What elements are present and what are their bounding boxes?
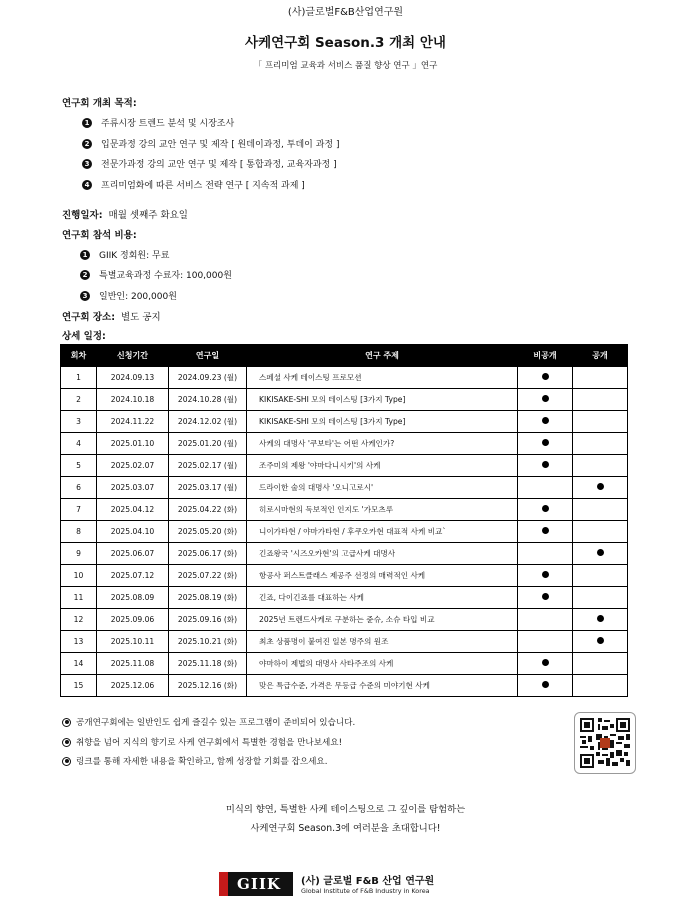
cell-no: 13 — [61, 631, 97, 653]
cell-topic: 최초 상품명이 붙여진 일본 명주의 원조 — [247, 631, 518, 653]
cell-no: 2 — [61, 389, 97, 411]
cell-topic: KIKISAKE-SHI 모의 테이스팅 [3가지 Type] — [247, 389, 518, 411]
col-header-public: 공개 — [573, 345, 628, 367]
footer-org-english: Global Institute of F&B Industry in Korea — [301, 887, 430, 895]
check-dot-icon — [542, 681, 549, 688]
col-header-private: 비공개 — [518, 345, 573, 367]
cell-date: 2025.12.16 (화) — [169, 675, 247, 697]
check-dot-icon — [597, 549, 604, 556]
table-row — [61, 411, 628, 433]
cell-topic: 항공사 퍼스트클래스 제공주 선정의 매력적인 사케 — [247, 565, 518, 587]
radio-bullet-icon — [62, 738, 71, 747]
check-dot-icon — [542, 395, 549, 402]
cell-topic: 야마하이 제법의 대명사 사타주조의 사케 — [247, 653, 518, 675]
purpose-text: 전문가과정 강의 교안 연구 및 제작 [ 통합과정, 교육자과정 ] — [101, 160, 337, 170]
note-text: 공개연구회에는 일반인도 쉽게 즐길수 있는 프로그램이 준비되어 있습니다. — [76, 718, 356, 728]
check-dot-icon — [542, 461, 549, 468]
check-dot-icon — [597, 637, 604, 644]
check-dot-icon — [542, 505, 549, 512]
cell-apply: 2025.07.12 — [97, 565, 169, 587]
cell-apply: 2025.03.07 — [97, 477, 169, 499]
cell-private — [518, 565, 573, 587]
cell-public — [573, 367, 628, 389]
cell-date: 2025.10.21 (화) — [169, 631, 247, 653]
logo-text: GIIK — [219, 872, 293, 896]
qr-code[interactable] — [574, 712, 636, 774]
table-row — [61, 587, 628, 609]
cell-date: 2025.08.19 (화) — [169, 587, 247, 609]
cell-public — [573, 609, 628, 631]
cell-public — [573, 499, 628, 521]
cell-no: 7 — [61, 499, 97, 521]
cell-date: 2024.10.28 (월) — [169, 389, 247, 411]
venue-value: 별도 공지 — [121, 312, 161, 323]
cell-topic: 조주미의 제왕 '야마다니시키'의 사케 — [247, 455, 518, 477]
qr-code-icon — [580, 718, 630, 768]
cell-date: 2025.02.17 (월) — [169, 455, 247, 477]
cell-private — [518, 499, 573, 521]
org-name-top: (사)글로벌F&B산업연구원 — [287, 7, 404, 18]
cell-date: 2025.06.17 (화) — [169, 543, 247, 565]
table-row — [61, 675, 628, 697]
cell-apply: 2024.11.22 — [97, 411, 169, 433]
cell-public — [573, 565, 628, 587]
purpose-text: 입문과정 강의 교안 연구 및 제작 [ 원데이과정, 투데이 과정 ] — [101, 140, 340, 150]
cell-private — [518, 433, 573, 455]
cell-private — [518, 477, 573, 499]
col-header-no: 회차 — [61, 345, 97, 367]
cell-apply: 2025.01.10 — [97, 433, 169, 455]
cell-date: 2025.11.18 (화) — [169, 653, 247, 675]
col-header-topic: 연구 주제 — [247, 345, 518, 367]
cell-apply: 2025.08.09 — [97, 587, 169, 609]
venue-label: 연구회 장소: — [62, 312, 115, 323]
table-body — [61, 367, 628, 697]
page-title: 사케연구회 Season.3 개최 안내 — [245, 35, 446, 51]
cell-private — [518, 587, 573, 609]
check-dot-icon — [542, 527, 549, 534]
cell-public — [573, 411, 628, 433]
cell-public — [573, 587, 628, 609]
cell-topic: 히로시마현의 독보적인 인지도 '가모츠루 — [247, 499, 518, 521]
cell-public — [573, 389, 628, 411]
check-dot-icon — [542, 439, 549, 446]
cell-no: 10 — [61, 565, 97, 587]
cell-apply: 2025.06.07 — [97, 543, 169, 565]
table-header-row — [61, 345, 628, 367]
cell-date: 2025.01.20 (월) — [169, 433, 247, 455]
venue-info — [62, 309, 161, 323]
cell-no: 14 — [61, 653, 97, 675]
cell-topic: 스페셜 사케 테이스팅 프로모션 — [247, 367, 518, 389]
cell-public — [573, 455, 628, 477]
purpose-item — [82, 178, 305, 191]
check-dot-icon — [542, 593, 549, 600]
col-header-date: 연구일 — [169, 345, 247, 367]
cell-topic: 2025년 트렌드사케로 구분하는 쥰슈, 소슈 타입 비교 — [247, 609, 518, 631]
check-dot-icon — [597, 615, 604, 622]
number-badge-icon: 1 — [80, 250, 90, 260]
cell-topic: 맞은 특급수준, 가격은 무등급 수준의 미야기현 사케 — [247, 675, 518, 697]
purpose-text: 프리미엄화에 따른 서비스 전략 연구 [ 지속적 과제 ] — [101, 181, 305, 191]
cell-apply: 2024.10.18 — [97, 389, 169, 411]
cell-apply: 2025.04.12 — [97, 499, 169, 521]
cell-private — [518, 521, 573, 543]
cell-date: 2025.09.16 (화) — [169, 609, 247, 631]
cell-public — [573, 433, 628, 455]
cell-no: 12 — [61, 609, 97, 631]
cell-apply: 2025.04.10 — [97, 521, 169, 543]
check-dot-icon — [542, 373, 549, 380]
number-badge-icon: 3 — [82, 159, 92, 169]
detail-schedule-label: 상세 일정: — [62, 331, 106, 342]
table-row — [61, 477, 628, 499]
radio-bullet-icon — [62, 718, 71, 727]
cell-date: 2025.04.22 (화) — [169, 499, 247, 521]
fee-item — [80, 268, 232, 281]
check-dot-icon — [542, 659, 549, 666]
invite-line: 미식의 향연, 특별한 사케 테이스팅으로 그 깊이를 탐험하는 — [225, 804, 466, 815]
cell-date: 2025.03.17 (월) — [169, 477, 247, 499]
cell-apply: 2025.11.08 — [97, 653, 169, 675]
cell-public — [573, 675, 628, 697]
radio-bullet-icon — [62, 757, 71, 766]
schedule-table — [60, 344, 628, 697]
cell-date: 2024.09.23 (월) — [169, 367, 247, 389]
table-row — [61, 389, 628, 411]
schedule-value: 매월 셋째주 화요일 — [108, 210, 188, 221]
cell-public — [573, 543, 628, 565]
cell-apply: 2025.09.06 — [97, 609, 169, 631]
cell-apply: 2025.12.06 — [97, 675, 169, 697]
table-row — [61, 543, 628, 565]
cell-topic: KIKISAKE-SHI 모의 테이스팅 [3가지 Type] — [247, 411, 518, 433]
cell-private — [518, 609, 573, 631]
cell-apply: 2024.09.13 — [97, 367, 169, 389]
cell-apply: 2025.10.11 — [97, 631, 169, 653]
cell-topic: 긴죠왕국 '시즈오카현'의 고급사케 대명사 — [247, 543, 518, 565]
cell-date: 2024.12.02 (월) — [169, 411, 247, 433]
purpose-item — [82, 116, 234, 129]
check-dot-icon — [542, 417, 549, 424]
check-dot-icon — [542, 571, 549, 578]
number-badge-icon: 3 — [80, 291, 90, 301]
table-row — [61, 367, 628, 389]
cell-no: 3 — [61, 411, 97, 433]
fee-text: 특별교육과정 수료자: 100,000원 — [99, 271, 232, 281]
schedule-info — [62, 207, 188, 221]
cell-no: 6 — [61, 477, 97, 499]
cell-topic: 니이가타현 / 야마가타현 / 후쿠오카현 대표적 사케 비교` — [247, 521, 518, 543]
cell-private — [518, 455, 573, 477]
fee-text: 일반인: 200,000원 — [99, 292, 177, 302]
cell-public — [573, 653, 628, 675]
cell-topic: 드라이한 술의 대명사 '오니고로시' — [247, 477, 518, 499]
cell-no: 15 — [61, 675, 97, 697]
fee-text: GIIK 정회원: 무료 — [99, 251, 170, 261]
footer-org-name: (사) 글로벌 F&B 산업 연구원 — [301, 876, 435, 887]
table-row — [61, 455, 628, 477]
cell-private — [518, 653, 573, 675]
schedule-label: 진행일자: — [62, 210, 103, 221]
note-text: 취향을 넘어 지식의 향기로 사케 연구회에서 특별한 경험을 만나보세요! — [76, 738, 343, 748]
number-badge-icon: 2 — [82, 139, 92, 149]
note-item — [62, 716, 355, 728]
cell-no: 5 — [61, 455, 97, 477]
cell-public — [573, 631, 628, 653]
cell-public — [573, 477, 628, 499]
invite-line: 사케연구회 Season.3에 여러분을 초대합니다! — [250, 823, 441, 834]
table-row — [61, 499, 628, 521]
cell-no: 9 — [61, 543, 97, 565]
cell-private — [518, 631, 573, 653]
fee-item — [80, 248, 169, 261]
note-text: 링크를 통해 자세한 내용을 확인하고, 함께 성장할 기회를 잡으세요. — [76, 757, 328, 767]
cell-no: 11 — [61, 587, 97, 609]
purpose-text: 주류시장 트렌드 분석 및 시장조사 — [101, 119, 235, 129]
number-badge-icon: 4 — [82, 180, 92, 190]
cell-private — [518, 389, 573, 411]
purpose-item — [82, 157, 337, 170]
fee-label: 연구회 참석 비용: — [62, 230, 137, 241]
cell-private — [518, 367, 573, 389]
note-item — [62, 755, 327, 767]
purpose-label: 연구회 개최 목적: — [62, 98, 137, 109]
cell-no: 1 — [61, 367, 97, 389]
table-row — [61, 521, 628, 543]
cell-private — [518, 543, 573, 565]
giik-logo — [219, 872, 293, 896]
col-header-apply: 신청기간 — [97, 345, 169, 367]
check-dot-icon — [597, 483, 604, 490]
note-item — [62, 736, 342, 748]
table-row — [61, 565, 628, 587]
cell-date: 2025.05.20 (화) — [169, 521, 247, 543]
cell-no: 4 — [61, 433, 97, 455]
number-badge-icon: 2 — [80, 270, 90, 280]
cell-date: 2025.07.22 (화) — [169, 565, 247, 587]
cell-topic: 긴죠, 다이긴죠를 대표하는 사케 — [247, 587, 518, 609]
cell-private — [518, 675, 573, 697]
cell-no: 8 — [61, 521, 97, 543]
table-row — [61, 653, 628, 675]
table-row — [61, 631, 628, 653]
cell-topic: 사케의 대명사 '쿠보타'는 어떤 사케인가? — [247, 433, 518, 455]
cell-private — [518, 411, 573, 433]
fee-item — [80, 289, 177, 302]
cell-public — [573, 521, 628, 543]
table-row — [61, 433, 628, 455]
purpose-item — [82, 137, 339, 150]
cell-apply: 2025.02.07 — [97, 455, 169, 477]
table-row — [61, 609, 628, 631]
number-badge-icon: 1 — [82, 118, 92, 128]
page-subtitle: 「 프리미엄 교육과 서비스 품질 향상 연구 」연구 — [253, 61, 438, 71]
